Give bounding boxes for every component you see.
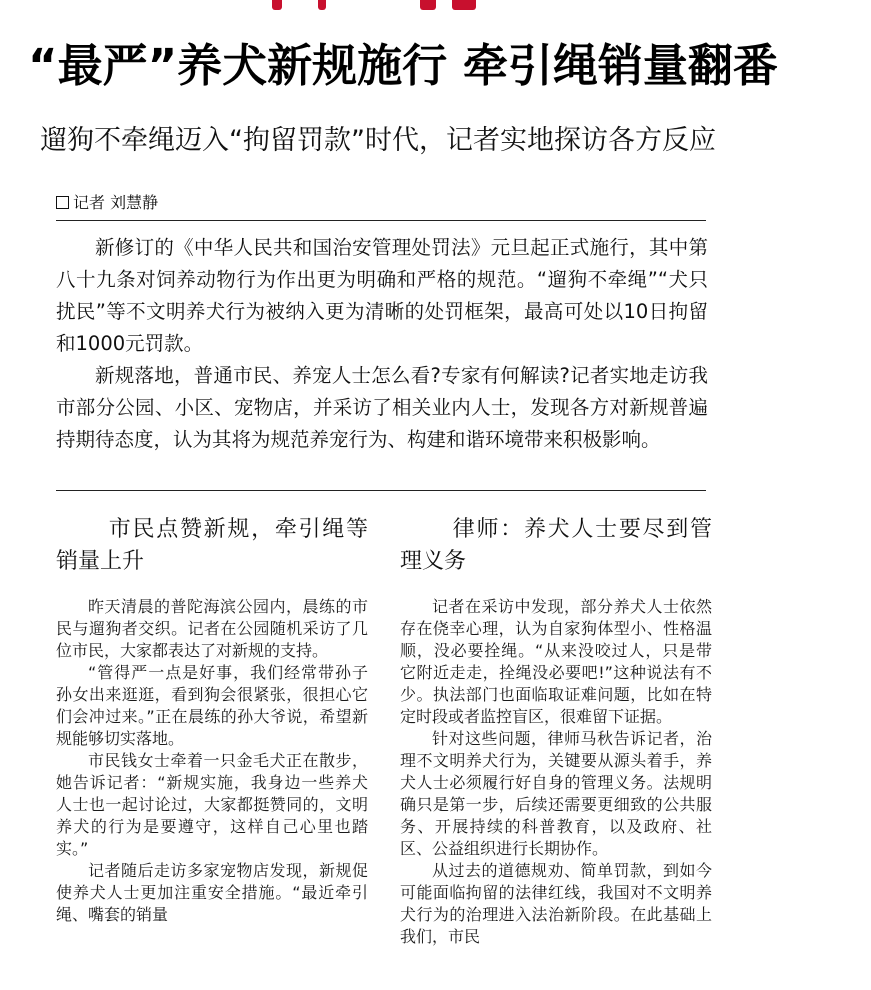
red-mark: [452, 0, 476, 10]
byline: [56, 192, 158, 214]
headline: “最严”养犬新规施行 牵引绳销量翻番: [28, 39, 778, 92]
square-icon: [56, 196, 69, 209]
left-paragraph: “管得严一点是好事，我们经常带孙子孙女出来逛逛，看到狗会很紧张，很担心它们会冲过来。”正在晨练的孙大爷说，希望新规能够切实落地。: [56, 663, 368, 748]
red-mark: [318, 0, 326, 10]
red-mark: [420, 0, 436, 10]
section-divider: [56, 490, 706, 491]
left-paragraph: 记者随后走访多家宠物店发现，新规促使养犬人士更加注重安全措施。“最近牵引绳、嘴套的销量: [56, 861, 368, 924]
subheadline: 遛狗不牵绳迈入“拘留罚款”时代，记者实地探访各方反应: [40, 125, 716, 156]
byline-text: 记者 刘慧静: [73, 193, 159, 212]
intro-paragraph: 新修订的《中华人民共和国治安管理处罚法》元旦起正式施行，其中第八十九条对饲养动物行为作出更为明确和严格的规范。“遛狗不牵绳”“犬只扰民”等不文明养犬行为被纳入更为清晰的处罚框架，最高可处以10日拘留和1000元罚款。: [56, 236, 708, 355]
right-column-heading: 律师：养犬人士要尽到管理义务: [400, 517, 712, 574]
left-paragraph: 市民钱女士牵着一只金毛犬正在散步，她告诉记者：“新规实施，我身边一些养犬人士也一起讨论过，大家都挺赞同的，文明养犬的行为是要遵守，这样自己心里也踏实。”: [56, 751, 368, 858]
intro-paragraph: 新规落地，普通市民、养宠人士怎么看?专家有何解读?记者实地走访我市部分公园、小区、宠物店，并采访了相关业内人士，发现各方对新规普遍持期待态度，认为其将为规范养宠行为、构建和谐环境带来积极影响。: [56, 364, 708, 451]
right-paragraph: 针对这些问题，律师马秋告诉记者，治理不文明养犬行为，关键要从源头着手，养犬人士必须履行好自身的管理义务。法规明确只是第一步，后续还需要更细致的公共服务、开展持续的科普教育，以及政府、社区、公益组织进行长期协作。: [400, 729, 712, 858]
right-paragraph: 记者在采访中发现，部分养犬人士依然存在侥幸心理，认为自家狗体型小、性格温顺，没必要拴绳。“从来没咬过人，只是带它附近走走，拴绳没必要吧!”这种说法有不少。执法部门也面临取证难问题，比如在特定时段或者监控盲区，很难留下证据。: [400, 597, 712, 726]
red-mark: [272, 0, 282, 10]
top-divider: [56, 220, 706, 221]
top-decoration: [0, 0, 871, 14]
left-column-heading: 市民点赞新规，牵引绳等销量上升: [56, 517, 368, 574]
left-column: [56, 514, 368, 926]
left-paragraph: 昨天清晨的普陀海滨公园内，晨练的市民与遛狗者交织。记者在公园随机采访了几位市民，大家都表达了对新规的支持。: [56, 597, 368, 660]
intro: [56, 232, 708, 456]
right-paragraph: 从过去的道德规劝、简单罚款，到如今可能面临拘留的法律红线，我国对不文明养犬行为的治理进入法治新阶段。在此基础上我们，市民: [400, 861, 712, 946]
right-column: [400, 514, 712, 948]
